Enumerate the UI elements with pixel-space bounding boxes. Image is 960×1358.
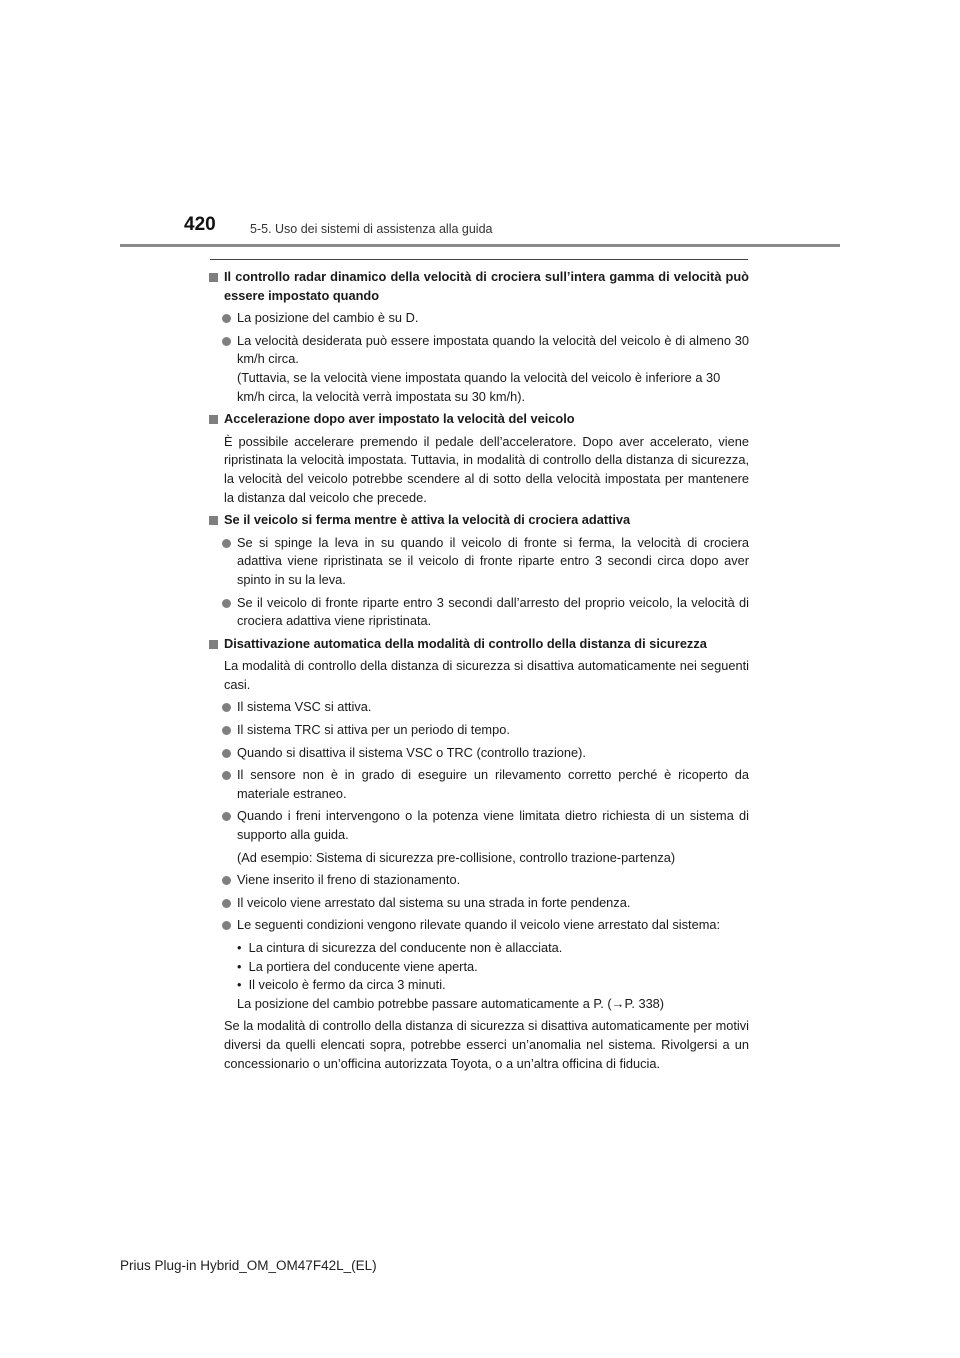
list-item-text: La velocità desiderata può essere impostata quando la velocità del veicolo è di almeno 30 km/h circa.: [237, 332, 749, 367]
list-item: [222, 766, 749, 803]
footer-manual-id: Prius Plug-in Hybrid_OM_OM47F42L_(EL): [120, 1258, 377, 1273]
list-item: [222, 534, 749, 590]
circle-bullet-icon: [222, 314, 231, 323]
circle-bullet-icon: [222, 726, 231, 735]
sub-item: • Il veicolo è fermo da circa 3 minuti.: [237, 977, 446, 993]
content: [209, 268, 749, 1077]
list-item-text: Il sistema VSC si attiva.: [237, 699, 372, 715]
square-bullet-icon: [209, 516, 218, 525]
section-header: 5-5. Uso dei sistemi di assistenza alla guida: [250, 222, 493, 236]
list-item-text: Quando si disattiva il sistema VSC o TRC (controllo trazione).: [237, 744, 586, 760]
paragraph: È possibile accelerare premendo il pedale dell’acceleratore. Dopo aver accelerato, viene ripristinata la velocità impostata. Tuttavia, in modalità di controllo della distanza di sicurezza, la velocità del veicolo potrebbe scendere al di sotto della velocità impostata per mantenere la distanza dal veicolo che precede.: [224, 433, 749, 505]
circle-bullet-icon: [222, 876, 231, 885]
paragraph: La modalità di controllo della distanza di sicurezza si disattiva automaticamente nei seguenti casi.: [224, 658, 749, 692]
circle-bullet-icon: [222, 749, 231, 758]
heading-full-speed-range: [209, 268, 749, 305]
list-item-text: La posizione del cambio è su D.: [237, 310, 419, 326]
list-item-text: Il sistema TRC si attiva per un periodo di tempo.: [237, 722, 510, 738]
list-item: [222, 309, 749, 328]
page-reference-note: La posizione del cambio potrebbe passare automaticamente a P. (→P. 338): [237, 995, 665, 1011]
list-item-text: Quando i freni intervengono o la potenza viene limitata dietro richiesta di un sistema di supporto alla guida.: [237, 808, 749, 843]
list-item-text: Le seguenti condizioni vengono rilevate quando il veicolo viene arrestato dal sistema:: [237, 917, 721, 933]
circle-bullet-icon: [222, 539, 231, 548]
square-bullet-icon: [209, 273, 218, 282]
list-item: [222, 807, 749, 844]
heading-text: Disattivazione automatica della modalità di controllo della distanza di sicurezza: [224, 635, 707, 651]
square-bullet-icon: [209, 415, 218, 424]
circle-bullet-icon: [222, 337, 231, 346]
heading-vehicle-stop: [209, 511, 749, 530]
list-item-note: (Ad esempio: Sistema di sicurezza pre-collisione, controllo trazione-partenza): [237, 849, 676, 865]
list-item-text: Il sensore non è in grado di eseguire un rilevamento corretto perché è ricoperto da materiale estraneo.: [237, 767, 749, 801]
list-item: [222, 698, 749, 717]
circle-bullet-icon: [222, 812, 231, 821]
list-item-text: Se si spinge la leva in su quando il veicolo di fronte si ferma, la velocità di crociera adattiva viene ripristinata se il veicolo di fronte riparte entro 3 secondi circa dopo aver spinto in su la leva.: [237, 534, 749, 587]
sub-item: • La portiera del conducente viene aperta.: [237, 958, 478, 974]
page-number: 420: [184, 214, 216, 235]
list-item: [222, 721, 749, 740]
square-bullet-icon: [209, 640, 218, 649]
header-rule: [120, 244, 840, 247]
heading-acceleration: [209, 410, 749, 429]
sub-item: • La cintura di sicurezza del conducente non è allacciata.: [237, 940, 563, 955]
circle-bullet-icon: [222, 599, 231, 608]
list-item: [222, 894, 749, 913]
list-item: [222, 332, 749, 369]
circle-bullet-icon: [222, 921, 231, 930]
heading-text: Il controllo radar dinamico della velocità di crociera sull’intera gamma di velocità può essere impostato quando: [224, 269, 749, 303]
circle-bullet-icon: [222, 899, 231, 908]
list-item: [222, 594, 749, 631]
heading-text: Accelerazione dopo aver impostato la velocità del veicolo: [224, 411, 575, 427]
content-rule: [210, 259, 748, 260]
list-item-text: Il veicolo viene arrestato dal sistema su una strada in forte pendenza.: [237, 894, 631, 910]
list-item-note: (Tuttavia, se la velocità viene impostata quando la velocità del veicolo è inferiore a 30 km/h circa, la velocità verrà impostata su 30 km/h).: [237, 369, 721, 404]
closing-paragraph: Se la modalità di controllo della distanza di sicurezza si disattiva automaticamente per motivi diversi da quelli elencati sopra, potrebbe esserci un’anomalia nel sistema. Rivolgersi a un concessionario o un’officina autorizzata Toyota, o a un’altra officina di fiducia.: [224, 1018, 749, 1071]
circle-bullet-icon: [222, 703, 231, 712]
list-item: [222, 871, 749, 890]
heading-text: Se il veicolo si ferma mentre è attiva la velocità di crociera adattiva: [224, 512, 631, 528]
list-item-text: Se il veicolo di fronte riparte entro 3 secondi dall’arresto del proprio veicolo, la velocità di crociera adattiva viene ripristinata.: [237, 594, 749, 629]
list-item-text: Viene inserito il freno di stazionamento.: [237, 872, 461, 888]
list-item: [222, 744, 749, 763]
circle-bullet-icon: [222, 771, 231, 780]
heading-auto-cancel: [209, 635, 749, 654]
list-item: [222, 916, 749, 935]
